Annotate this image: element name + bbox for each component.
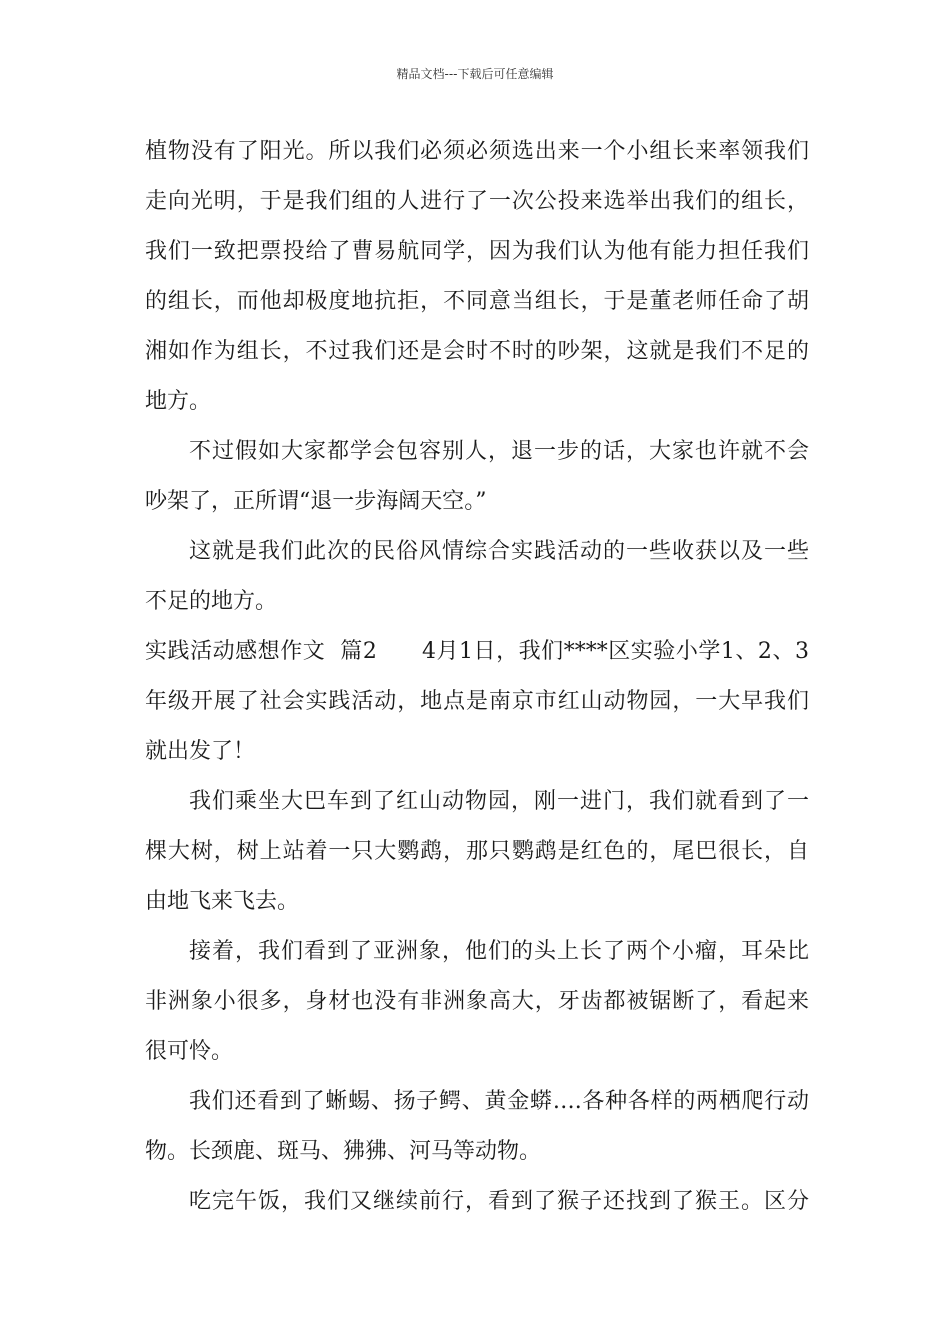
text-line: 就出发了！ bbox=[145, 739, 256, 764]
page-header: 精品文档---下载后可任意编辑 bbox=[396, 67, 554, 81]
text-line: 吃完午饭，我们又继续前行，看到了猴子还找到了猴王。区分 bbox=[189, 1189, 809, 1214]
text-line: 年级开展了社会实践活动，地点是南京市红山动物园，一大早我们 bbox=[145, 689, 809, 714]
text-line: 我们还看到了蜥蜴、扬子鳄、黄金蟒….各种各样的两栖爬行动 bbox=[189, 1089, 809, 1114]
text-line: 吵架了，正所谓“退一步海阔天空。” bbox=[145, 489, 487, 514]
text-line: 不足的地方。 bbox=[145, 589, 278, 614]
text-line: 很可怜。 bbox=[145, 1039, 234, 1064]
text-line: 地方。 bbox=[145, 389, 212, 414]
text-line: 植物没有了阳光。所以我们必须必须选出来一个小组长来率领我们 bbox=[145, 139, 809, 164]
text-line: 走向光明，于是我们组的人进行了一次公投来选举出我们的组长， bbox=[145, 189, 809, 214]
text-line: 我们乘坐大巴车到了红山动物园，刚一进门，我们就看到了一 bbox=[189, 789, 809, 814]
document-body bbox=[145, 131, 809, 1231]
text-line: 湘如作为组长，不过我们还是会时不时的吵架，这就是我们不足的 bbox=[145, 339, 809, 364]
text-line: 我们一致把票投给了曹易航同学，因为我们认为他有能力担任我们 bbox=[145, 239, 809, 264]
text-line: 接着，我们看到了亚洲象，他们的头上长了两个小瘤，耳朵比 bbox=[189, 939, 809, 964]
text-line: 物。长颈鹿、斑马、狒狒、河马等动物。 bbox=[145, 1139, 542, 1164]
text-line: 由地飞来飞去。 bbox=[145, 889, 300, 914]
text-line: 非洲象小很多，身材也没有非洲象高大，牙齿都被锯断了，看起来 bbox=[145, 989, 809, 1014]
text-line: 不过假如大家都学会包容别人，退一步的话，大家也许就不会 bbox=[189, 439, 809, 464]
section-heading-line: 实践活动感想作文 篇2 4月1日，我们****区实验小学1、2、3 bbox=[145, 639, 809, 664]
text-line: 这就是我们此次的民俗风情综合实践活动的一些收获以及一些 bbox=[189, 539, 809, 564]
text-line: 棵大树，树上站着一只大鹦鹉，那只鹦鹉是红色的，尾巴很长，自 bbox=[145, 839, 809, 864]
text-line: 的组长，而他却极度地抗拒，不同意当组长，于是董老师任命了胡 bbox=[145, 289, 809, 314]
